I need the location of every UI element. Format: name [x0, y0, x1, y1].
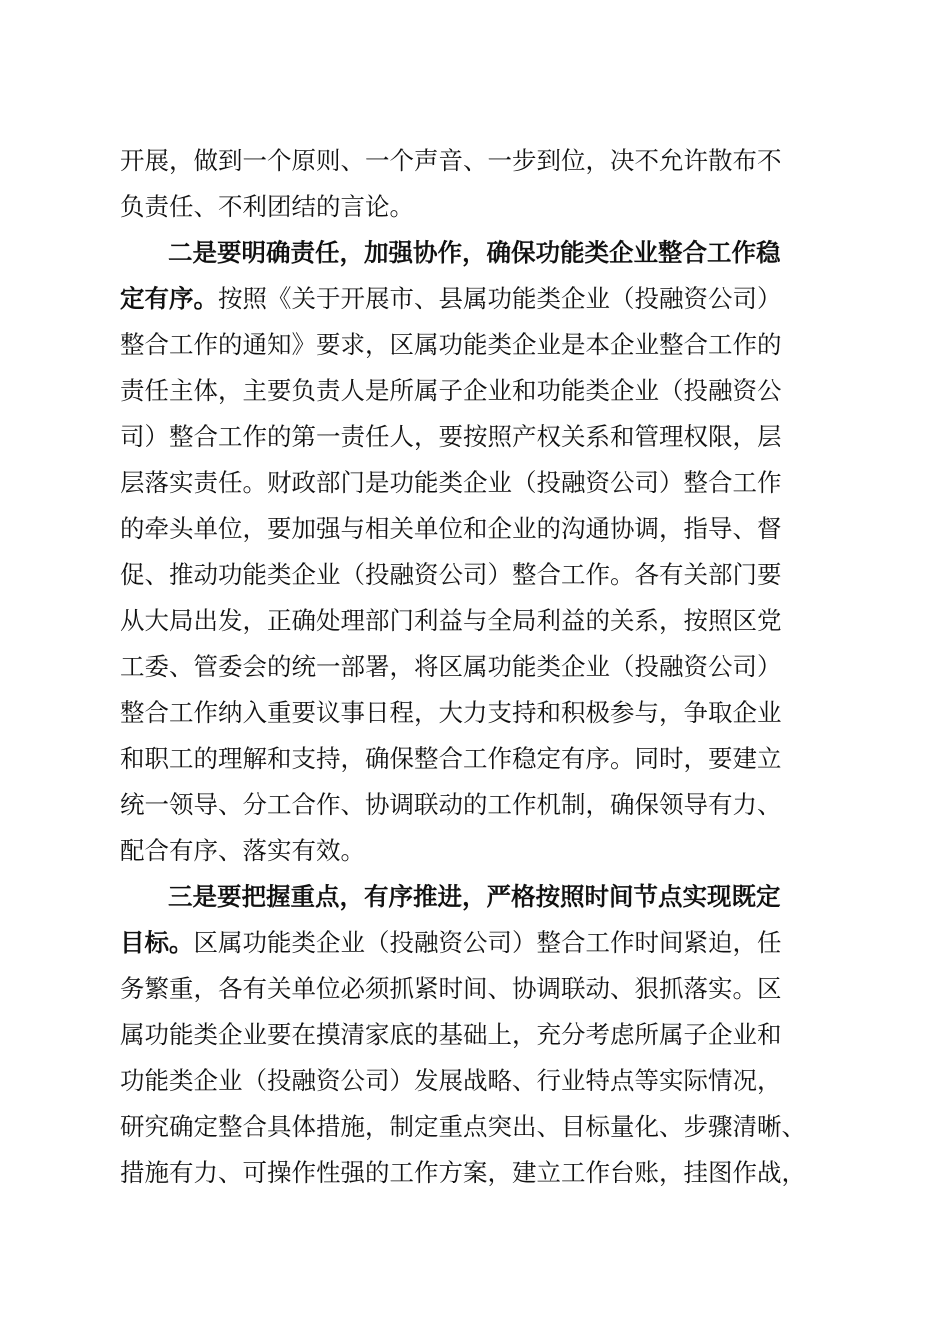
- paragraph-3-line-3: 务繁重，各有关单位必须抓紧时间、协调联动、狠抓落实。区: [120, 974, 782, 1003]
- paragraph-3-line-2: [120, 928, 782, 958]
- paragraph-3-line-6: 研究确定整合具体措施，制定重点突出、目标量化、步骤清晰、: [120, 1112, 806, 1141]
- paragraph-3-line-2-text: 区属功能类企业（投融资公司）整合工作时间紧迫，任: [193, 928, 782, 957]
- paragraph-2-line-2-text: 按照《关于开展市、县属功能类企业（投融资公司）: [218, 284, 782, 313]
- paragraph-2-heading-end: 定有序。: [120, 284, 218, 313]
- paragraph-1-line-1: 开展，做到一个原则、一个声音、一步到位，决不允许散布不: [120, 146, 782, 175]
- paragraph-2-line-10: 工委、管委会的统一部署，将区属功能类企业（投融资公司）: [120, 652, 782, 681]
- paragraph-2-heading: 二是要明确责任，加强协作，确保功能类企业整合工作稳: [168, 238, 781, 267]
- paragraph-2-line-4: 责任主体，主要负责人是所属子企业和功能类企业（投融资公: [120, 376, 782, 405]
- paragraph-3-heading: 三是要把握重点，有序推进，严格按照时间节点实现既定: [168, 882, 781, 911]
- paragraph-1-line-2: 负责任、不利团结的言论。: [120, 192, 414, 221]
- paragraph-2-line-3: 整合工作的通知》要求，区属功能类企业是本企业整合工作的: [120, 330, 782, 359]
- paragraph-2-line-13: 统一领导、分工合作、协调联动的工作机制，确保领导有力、: [120, 790, 782, 819]
- paragraph-2-line-14: 配合有序、落实有效。: [120, 836, 365, 865]
- paragraph-3-heading-end: 目标。: [120, 928, 194, 957]
- paragraph-2-line-6: 层落实责任。财政部门是功能类企业（投融资公司）整合工作: [120, 468, 782, 497]
- paragraph-3-line-5: 功能类企业（投融资公司）发展战略、行业特点等实际情况，: [120, 1066, 782, 1095]
- paragraph-3-line-4: 属功能类企业要在摸清家底的基础上，充分考虑所属子企业和: [120, 1020, 782, 1049]
- paragraph-3-line-7: 措施有力、可操作性强的工作方案，建立工作台账，挂图作战，: [120, 1158, 806, 1187]
- paragraph-2-line-7: 的牵头单位，要加强与相关单位和企业的沟通协调，指导、督: [120, 514, 782, 543]
- paragraph-2-line-8: 促、推动功能类企业（投融资公司）整合工作。各有关部门要: [120, 560, 782, 589]
- paragraph-2-line-9: 从大局出发，正确处理部门利益与全局利益的关系，按照区党: [120, 606, 782, 635]
- paragraph-2-line-2: [120, 284, 782, 314]
- paragraph-2-line-12: 和职工的理解和支持，确保整合工作稳定有序。同时，要建立: [120, 744, 782, 773]
- paragraph-2-line-11: 整合工作纳入重要议事日程，大力支持和积极参与，争取企业: [120, 698, 782, 727]
- paragraph-2-line-5: 司）整合工作的第一责任人，要按照产权关系和管理权限，层: [120, 422, 782, 451]
